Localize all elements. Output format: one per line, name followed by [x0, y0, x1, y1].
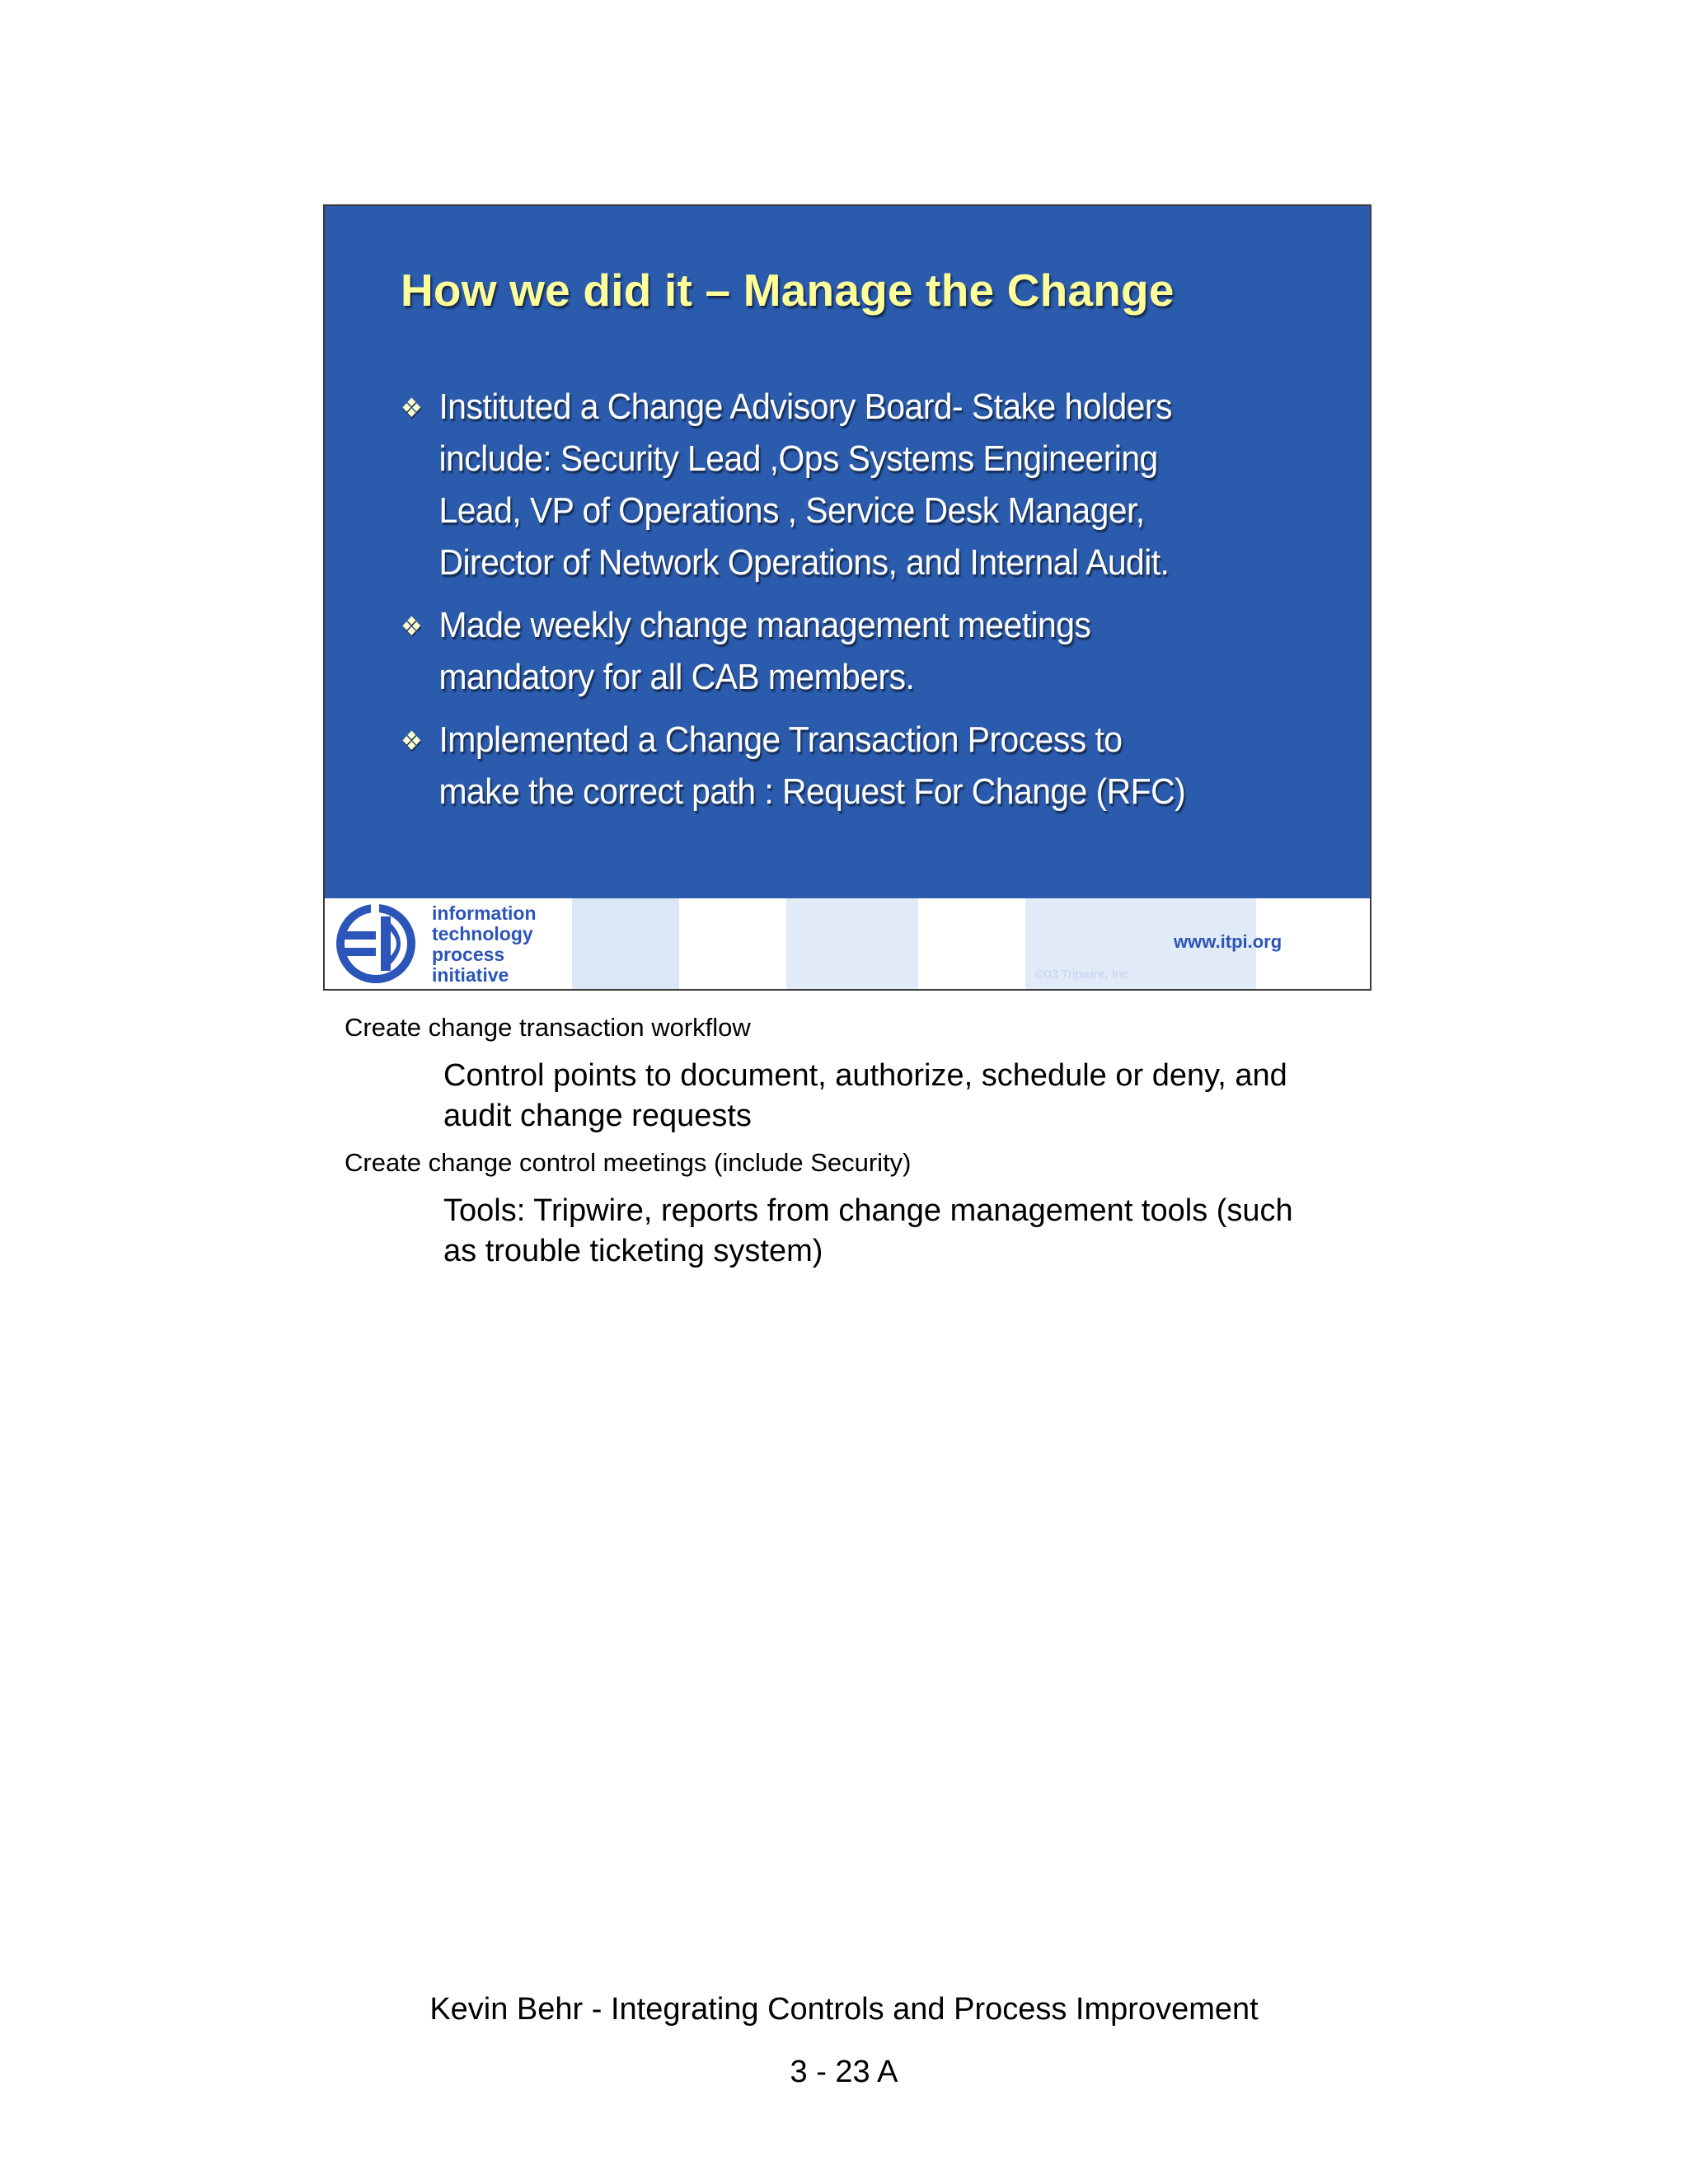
bullet-1-line-4: Director of Network Operations, and Internal Audit. — [438, 542, 1170, 583]
note-line: as trouble ticketing system) — [443, 1234, 823, 1268]
note-line: Tools: Tripwire, reports from change management tools (such — [443, 1193, 1293, 1228]
bullet-3-line-1: Implemented a Change Transaction Process to — [438, 719, 1123, 760]
logo-wordmark — [432, 903, 537, 986]
logo-line: initiative — [432, 964, 509, 986]
slide-image — [323, 204, 1372, 991]
note-item: Create change transaction workflow — [345, 1013, 751, 1042]
diamond-bullet-icon: ❖ — [401, 726, 423, 756]
band-block — [786, 898, 918, 989]
slide-title: How we did it – Manage the Change — [401, 265, 1175, 316]
slide-footer-band — [325, 898, 1370, 989]
note-subitem — [443, 1191, 1293, 1272]
bullet-1-line-2: include: Security Lead ,Ops Systems Engineering — [438, 438, 1158, 479]
logo-line: process — [432, 944, 505, 965]
slide-bullet-3 — [401, 714, 1267, 818]
diamond-bullet-icon: ❖ — [401, 612, 423, 641]
bullet-1-line-1: Instituted a Change Advisory Board- Stake holders — [438, 387, 1172, 427]
page-footer-title: Kevin Behr - Integrating Controls and Process Improvement — [429, 1992, 1259, 2027]
note-item: Create change control meetings (include Security) — [345, 1148, 912, 1177]
slide-bullet-list — [401, 381, 1332, 828]
bullet-2-line-1: Made weekly change management meetings — [438, 605, 1091, 645]
band-block — [572, 898, 679, 989]
slide-url: www.itpi.org — [1174, 931, 1282, 952]
diamond-bullet-icon: ❖ — [401, 393, 423, 423]
slide-bullet-1 — [401, 381, 1267, 588]
logo-line: technology — [432, 923, 533, 944]
slide-bullet-2 — [401, 599, 1267, 703]
bullet-1-line-3: Lead, VP of Operations , Service Desk Manager, — [438, 490, 1145, 531]
bullet-3-line-2: make the correct path : Request For Change (RFC) — [438, 771, 1186, 812]
page-number: 3 - 23 A — [790, 2055, 898, 2089]
slide-copyright: ©03 Tripwire, Inc. — [1035, 968, 1132, 982]
note-line: Control points to document, authorize, schedule or deny, and — [443, 1058, 1287, 1093]
bullet-2-line-2: mandatory for all CAB members. — [438, 657, 915, 697]
note-subitem — [443, 1056, 1287, 1137]
itpi-logo-icon — [330, 898, 422, 989]
logo-line: information — [432, 902, 537, 924]
note-line: audit change requests — [443, 1099, 752, 1133]
